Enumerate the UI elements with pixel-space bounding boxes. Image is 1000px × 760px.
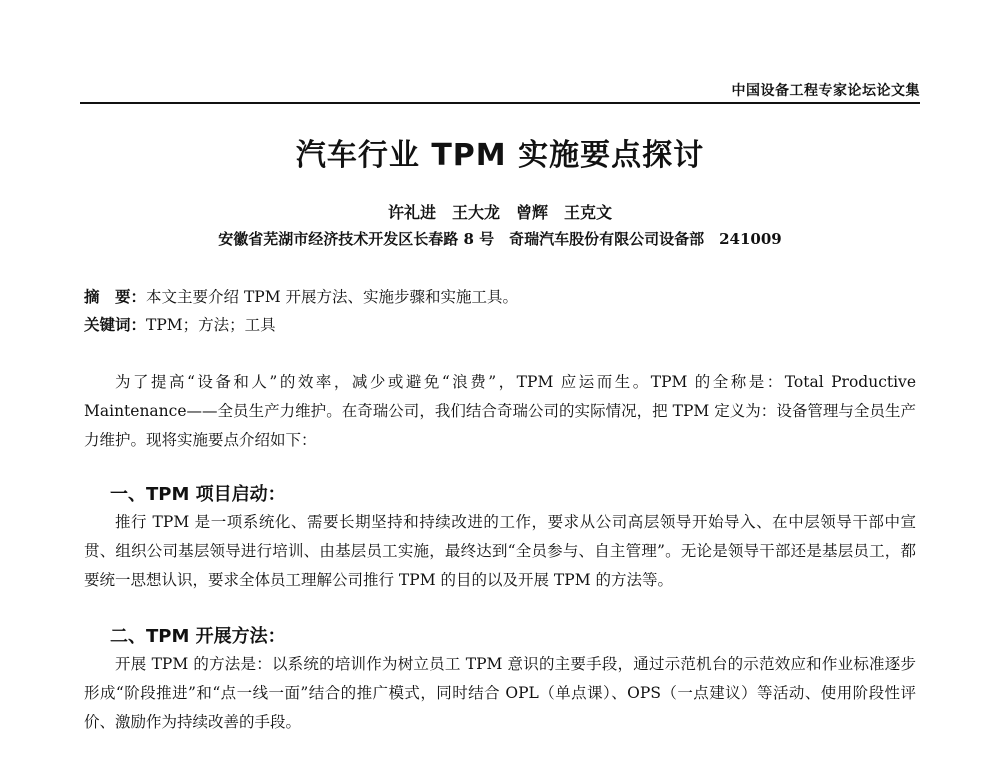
section-2-paragraph: 开展 TPM 的方法是：以系统的培训作为树立员工 TPM 意识的主要手段，通过示范机台的示范效应和作业标准逐步形成“阶段推进”和“点一线一面”结合的推广模式，同时结合 OPL（单点课）、OPS（一点建议）等活动、使用阶段性评价、激励作为持续改善的手段。 (84, 655, 916, 731)
keywords-text: TPM；方法；工具 (146, 316, 276, 334)
intro-paragraph: 为了提高“设备和人”的效率，减少或避免“浪费”，TPM 应运而生。TPM 的全称是：Total Productive Maintenance——全员生产力维护。在奇瑞公司，我们结合奇瑞公司的实际情况，把 TPM 定义为：设备管理与全员生产力维护。现将实施要点介绍如下： (84, 373, 916, 449)
abstract-text: 本文主要介绍 TPM 开展方法、实施步骤和实施工具。 (146, 288, 519, 306)
section-1-paragraph: 推行 TPM 是一项系统化、需要长期坚持和持续改进的工作，要求从公司高层领导开始导入、在中层领导干部中宣贯、组织公司基层领导进行培训、由基层员工实施，最终达到“全员参与、自主管理”。无论是领导干部还是基层员工，都要统一思想认识，要求全体员工理解公司推行 TPM 的目的以及开展 TPM 的方法等。 (84, 513, 916, 589)
journal-header: 中国设备工程专家论坛论文集 (731, 83, 920, 99)
section-1-heading: 一、TPM 项目启动： (110, 484, 286, 505)
section-2-heading: 二、TPM 开展方法： (110, 626, 286, 647)
paper-title: 汽车行业 TPM 实施要点探讨 (295, 138, 705, 173)
abstract (84, 284, 518, 310)
keywords (84, 312, 276, 338)
keywords-label: 关键词： (84, 315, 147, 334)
affiliation: 安徽省芜湖市经济技术开发区长春路 8 号 奇瑞汽车股份有限公司设备部 241009 (218, 230, 782, 248)
abstract-label: 摘 要： (84, 287, 147, 306)
authors: 许礼进 王大龙 曾辉 王克文 (387, 203, 612, 222)
header-rule (80, 102, 920, 104)
